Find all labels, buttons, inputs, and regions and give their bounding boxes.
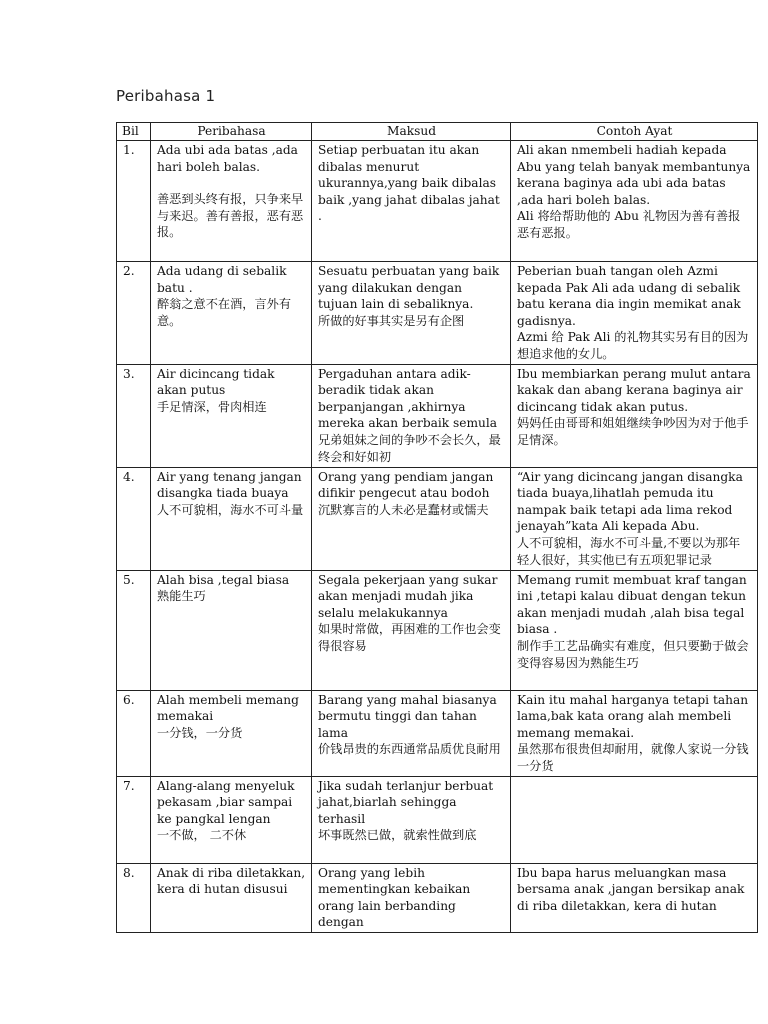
contoh-malay: Ibu membiarkan perang mulut antara kakak dan abang kerana baginya air dicincang tidak akan putus. bbox=[517, 366, 751, 414]
contoh-chinese: Ali 将给帮助他的 Abu 礼物因为善有善报恶有恶报。 bbox=[517, 209, 741, 240]
table-row bbox=[117, 467, 758, 570]
row-number: 1. bbox=[117, 141, 151, 262]
contoh-cell bbox=[511, 467, 758, 570]
maksud-malay: Setiap perbuatan itu akan dibalas menurut ukurannya,yang baik dibalas baik ,yang jahat dibalas jahat . bbox=[318, 143, 500, 224]
table-header-row bbox=[117, 123, 758, 141]
page-title: Peribahasa 1 bbox=[116, 87, 216, 105]
contoh-cell bbox=[511, 776, 758, 863]
contoh-chinese: 人不可貌相，海水不可斗量,不要以为那年轻人很好，其实他已有五项犯罪记录 bbox=[517, 535, 741, 567]
maksud-cell bbox=[312, 467, 511, 570]
peribahasa-cell bbox=[151, 262, 312, 365]
contoh-cell bbox=[511, 364, 758, 467]
peribahasa-malay: Alah membeli memang memakai bbox=[157, 692, 299, 724]
contoh-chinese: 制作手工艺品确实有难度，但只要勤于做会变得容易因为熟能生巧 bbox=[517, 638, 749, 670]
row-number: 5. bbox=[117, 570, 151, 690]
table-row bbox=[117, 262, 758, 365]
maksud-cell bbox=[312, 262, 511, 365]
maksud-cell bbox=[312, 364, 511, 467]
peribahasa-chinese: 醉翁之意不在酒，言外有意。 bbox=[157, 297, 292, 328]
peribahasa-cell bbox=[151, 776, 312, 863]
row-number: 7. bbox=[117, 776, 151, 863]
contoh-cell bbox=[511, 690, 758, 776]
table-row bbox=[117, 776, 758, 863]
contoh-chinese: 妈妈任由哥哥和姐姐继续争吵因为对于他手足情深。 bbox=[517, 416, 749, 447]
contoh-cell bbox=[511, 141, 758, 262]
row-number: 8. bbox=[117, 863, 151, 932]
maksud-malay: Orang yang pendiam jangan difikir pengecut atau bodoh bbox=[318, 469, 494, 501]
peribahasa-chinese: 一不做， 二不休 bbox=[157, 828, 247, 843]
maksud-chinese: 如果时常做，再困难的工作也会变得很容易 bbox=[318, 622, 501, 653]
contoh-malay: “Air yang dicincang jangan disangka tiada buaya,lihatlah pemuda itu nampak baik tetapi ada lima rekod jenayah”kata Ali kepada Abu. bbox=[517, 469, 743, 534]
maksud-chinese: 沉默寡言的人未必是蠢材或懦夫 bbox=[318, 502, 489, 517]
maksud-chinese: 坏事既然已做，就索性做到底 bbox=[318, 828, 477, 843]
row-number: 3. bbox=[117, 364, 151, 467]
contoh-malay: Memang rumit membuat kraf tangan ini ,tetapi kalau dibuat dengan tekun akan menjadi mudah ,alah bisa tegal biasa . bbox=[517, 572, 747, 637]
maksud-malay: Pergaduhan antara adik-beradik tidak akan berpanjangan ,akhirnya mereka akan berbaik semula bbox=[318, 366, 498, 431]
maksud-cell bbox=[312, 776, 511, 863]
table-row bbox=[117, 863, 758, 932]
contoh-cell bbox=[511, 863, 758, 932]
contoh-cell bbox=[511, 570, 758, 690]
maksud-malay: Barang yang mahal biasanya bermutu tinggi dan tahan lama bbox=[318, 692, 497, 740]
peribahasa-chinese: 善恶到头终有报，只争来早与来迟。善有善报，恶有恶报。 bbox=[157, 192, 304, 240]
peribahasa-cell bbox=[151, 141, 312, 262]
maksud-malay: Segala pekerjaan yang sukar akan menjadi mudah jika selalu melakukannya bbox=[318, 572, 498, 620]
peribahasa-cell bbox=[151, 570, 312, 690]
peribahasa-malay: Air yang tenang jangan disangka tiada buaya bbox=[157, 469, 302, 501]
maksud-cell bbox=[312, 570, 511, 690]
peribahasa-malay: Anak di riba diletakkan, kera di hutan disusui bbox=[157, 865, 306, 897]
maksud-cell bbox=[312, 863, 511, 932]
row-number: 2. bbox=[117, 262, 151, 365]
maksud-cell bbox=[312, 690, 511, 776]
peribahasa-cell bbox=[151, 690, 312, 776]
peribahasa-malay: Ada udang di sebalik batu . bbox=[157, 264, 287, 295]
table-row bbox=[117, 570, 758, 690]
peribahasa-malay: Alah bisa ,tegal biasa bbox=[157, 572, 290, 587]
contoh-malay: Ibu bapa harus meluangkan masa bersama anak ,jangan bersikap anak di riba diletakkan, kera di hutan bbox=[517, 865, 745, 913]
peribahasa-chinese: 熟能生巧 bbox=[157, 589, 206, 604]
maksud-malay: Sesuatu perbuatan yang baik yang dilakukan dengan tujuan lain di sebaliknya. bbox=[318, 264, 500, 312]
maksud-malay: Orang yang lebih mementingkan kebaikan orang lain berbanding dengan bbox=[318, 865, 471, 930]
maksud-chinese: 价钱昂贵的东西通常品质优良耐用 bbox=[318, 742, 501, 757]
peribahasa-cell bbox=[151, 467, 312, 570]
contoh-malay: Kain itu mahal harganya tetapi tahan lama,bak kata orang alah membeli memang memakai. bbox=[517, 692, 749, 740]
table-row bbox=[117, 141, 758, 262]
header-maksud: Maksud bbox=[312, 123, 511, 141]
contoh-chinese: Azmi 给 Pak Ali 的礼物其实另有目的因为想追求他的女儿。 bbox=[517, 330, 749, 361]
peribahasa-malay: Ada ubi ada batas ,ada hari boleh balas. bbox=[157, 143, 298, 174]
peribahasa-chinese: 一分钱，一分货 bbox=[157, 725, 243, 740]
header-peribahasa: Peribahasa bbox=[151, 123, 312, 141]
peribahasa-malay: Air dicincang tidak akan putus bbox=[157, 366, 275, 398]
peribahasa-cell bbox=[151, 364, 312, 467]
peribahasa-chinese: 人不可貌相，海水不可斗量 bbox=[157, 502, 304, 517]
peribahasa-malay: Alang-alang menyeluk pekasam ,biar sampai ke pangkal lengan bbox=[157, 778, 295, 826]
contoh-cell bbox=[511, 262, 758, 365]
contoh-malay: Peberian buah tangan oleh Azmi kepada Pak Ali ada udang di sebalik batu kerana dia ingin memikat anak gadisnya. bbox=[517, 264, 741, 328]
contoh-chinese: 虽然那布很贵但却耐用，就像人家说一分钱一分货 bbox=[517, 742, 749, 773]
header-contoh-ayat: Contoh Ayat bbox=[511, 123, 758, 141]
maksud-cell bbox=[312, 141, 511, 262]
proverb-table bbox=[116, 122, 758, 933]
row-number: 4. bbox=[117, 467, 151, 570]
peribahasa-chinese: 手足情深，骨肉相连 bbox=[157, 399, 267, 414]
header-bil: Bil bbox=[117, 123, 151, 141]
contoh-malay: Ali akan nmembeli hadiah kepada Abu yang telah banyak membantunya kerana baginya ada ubi ada batas ,ada hari boleh balas. bbox=[517, 143, 751, 207]
row-number: 6. bbox=[117, 690, 151, 776]
peribahasa-cell bbox=[151, 863, 312, 932]
maksud-malay: Jika sudah terlanjur berbuat jahat,biarlah sehingga terhasil bbox=[318, 778, 494, 826]
maksud-chinese: 所做的好事其实是另有企图 bbox=[318, 313, 465, 328]
table-row bbox=[117, 364, 758, 467]
maksud-chinese: 兄弟姐妹之间的争吵不会长久，最终会和好如初 bbox=[318, 432, 501, 464]
table-row bbox=[117, 690, 758, 776]
